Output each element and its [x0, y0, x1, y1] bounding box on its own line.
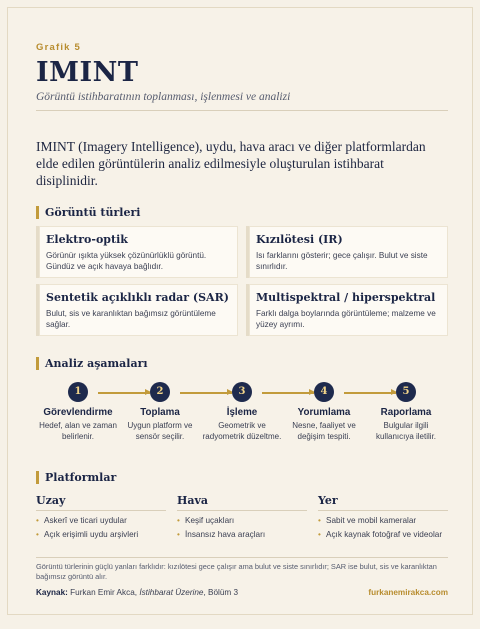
list-item: • Sabit ve mobil kameralar [318, 516, 448, 527]
stage-text: Bulgular ilgili kullanıcıya iletilir. [375, 421, 437, 441]
type-card-title: Elektro-optik [46, 233, 128, 246]
type-card-text: Görünür ışıkta yüksek çözünürlüklü görüntü. Gündüz ve açık havaya bağlıdır. [46, 251, 207, 271]
stage-text: Geometrik ve radyometrik düzeltme. [202, 421, 282, 441]
stage-text: Hedef, alan ve zaman belirlenir. [39, 421, 117, 441]
stage-title: Raporlama [380, 407, 432, 418]
stages-heading: Analiz aşamaları [36, 357, 448, 370]
intro-paragraph: IMINT (Imagery Intelligence), uydu, hava aracı ve diğer platformlardan elde edilen görüntülerin analiz edilmesiyle oluşturulan istihbarat disiplinidir. [36, 139, 426, 188]
stage-step-3 [202, 382, 282, 442]
type-card-multispectral [246, 284, 448, 336]
stage-text: Uygun platform ve sensör seçilir. [127, 421, 193, 441]
source-citation [36, 588, 238, 597]
stage-title: Toplama [140, 407, 180, 418]
platform-list [177, 516, 307, 540]
stage-title: Görevlendirme [43, 407, 113, 418]
platform-column-space [36, 494, 166, 543]
stage-title: İşleme [226, 407, 258, 418]
type-card-text: Isı farklarını gösterir; gece çalışır. Bulut ve siste sınırlıdır. [256, 251, 428, 271]
types-heading: Görüntü türleri [36, 206, 448, 219]
type-card-text: Farklı dalga boylarında görüntüleme; malzeme ve yüzey ayrımı. [256, 309, 436, 329]
platform-column-ground [318, 494, 448, 543]
stage-number: 3 [232, 382, 252, 402]
type-card-infrared [246, 226, 448, 278]
type-card-sar [36, 284, 238, 336]
source-author: Furkan Emir Akca, [70, 588, 138, 597]
source-book: İstihbarat Üzerine [139, 588, 204, 597]
stages-flow [36, 382, 448, 464]
platform-column-air [177, 494, 307, 543]
stage-number: 2 [150, 382, 170, 402]
platform-list [318, 516, 448, 540]
type-card-title: Kızılötesi (IR) [256, 233, 343, 246]
website-link[interactable]: furkanemirakca.com [368, 588, 448, 597]
type-card-title: Multispektral / hiperspektral [256, 291, 436, 304]
list-item: • Keşif uçakları [177, 516, 307, 527]
platforms-grid [36, 494, 448, 543]
source-chapter: , Bölüm 3 [203, 588, 239, 597]
page-subtitle: Görüntü istihbaratının toplanması, işlenmesi ve analizi [36, 91, 448, 111]
type-card-title: Sentetik açıklıklı radar (SAR) [46, 291, 229, 304]
stage-step-2 [120, 382, 200, 442]
list-item: • Açık erişimli uydu arşivleri [36, 530, 166, 541]
stage-title: Yorumlama [297, 407, 351, 418]
stage-step-1 [38, 382, 118, 442]
stage-step-4 [284, 382, 364, 442]
type-card-electro-optic [36, 226, 238, 278]
types-grid [36, 226, 448, 336]
page [7, 7, 473, 615]
type-card-text: Bulut, sis ve karanlıktan bağımsız görüntüleme sağlar. [46, 309, 216, 329]
source-label: Kaynak: [36, 588, 68, 597]
platforms-heading: Platformlar [36, 471, 448, 484]
stage-step-5 [366, 382, 446, 442]
stage-number: 4 [314, 382, 334, 402]
footer [36, 588, 448, 597]
list-item: • Açık kaynak fotoğraf ve videolar [318, 530, 448, 541]
platform-title: Yer [318, 494, 448, 511]
platform-list [36, 516, 166, 540]
list-item: • Askerî ve ticari uydular [36, 516, 166, 527]
content [36, 42, 448, 597]
stage-number: 1 [68, 382, 88, 402]
figure-kicker: Grafik 5 [36, 42, 81, 53]
stage-number: 5 [396, 382, 416, 402]
platform-title: Uzay [36, 494, 166, 511]
footnote: Görüntü türlerinin güçlü yanları farklıdır: kızılötesi gece çalışır ama bulut ve siste sınırlıdır; SAR ise bulut, sis ve karanlıktan bağımsız görüntü alır. [36, 557, 448, 582]
page-title: IMINT [36, 57, 139, 88]
list-item: • İnsansız hava araçları [177, 530, 307, 541]
platform-title: Hava [177, 494, 307, 511]
stage-text: Nesne, faaliyet ve değişim tespiti. [292, 421, 356, 441]
